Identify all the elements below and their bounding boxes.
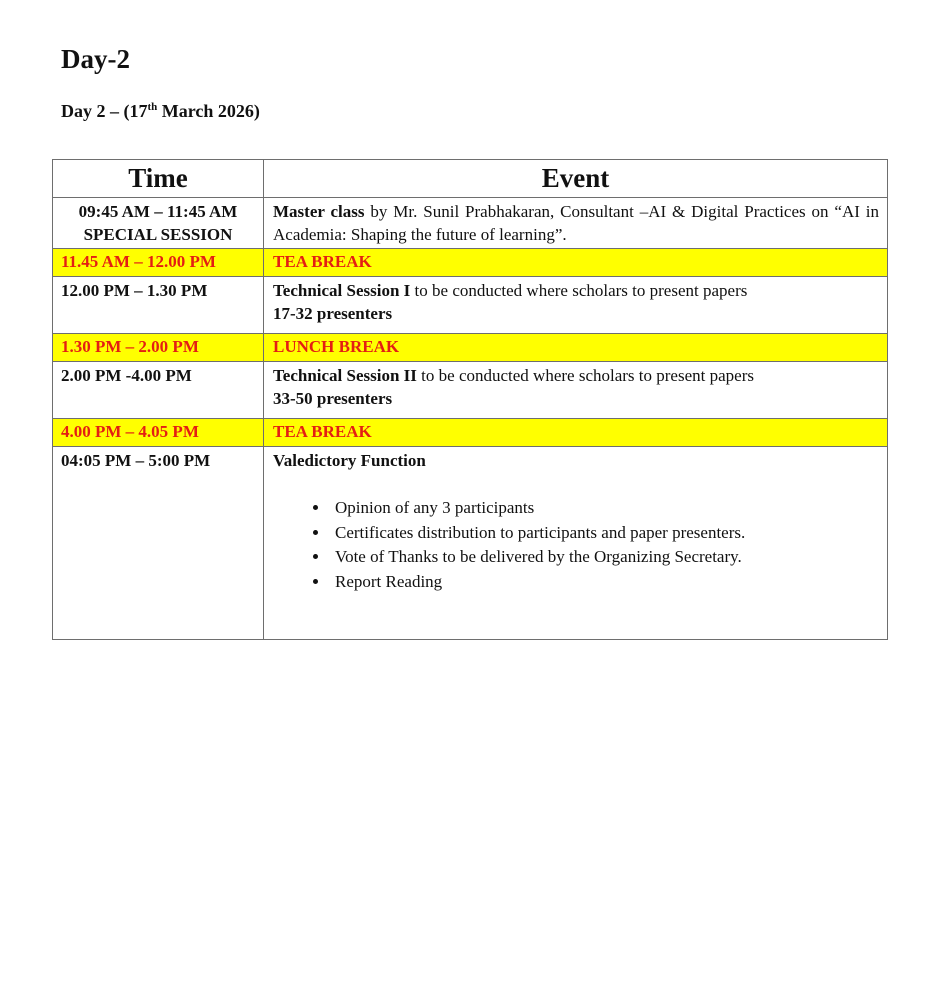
list-item: • Opinion of any 3 participants	[330, 496, 879, 521]
time-cell: 11.45 AM – 12.00 PM	[53, 249, 264, 277]
date-subheading	[61, 101, 260, 122]
event-title: Technical Session I	[273, 281, 411, 300]
list-item: • Report Reading	[330, 570, 879, 595]
event-description: to be conducted where scholars to present papers	[410, 281, 748, 300]
valedictory-list	[273, 496, 879, 594]
presenters-range: 17-32 presenters	[273, 304, 393, 323]
time-cell: 2.00 PM -4.00 PM	[53, 362, 264, 419]
schedule-table	[52, 159, 888, 640]
table-row	[53, 362, 888, 419]
date-suffix: March 2026)	[157, 101, 260, 121]
event-title: Master class	[273, 202, 365, 221]
event-cell	[264, 362, 888, 419]
time-cell	[53, 198, 264, 249]
event-cell: LUNCH BREAK	[264, 334, 888, 362]
event-cell	[264, 277, 888, 334]
event-description: to be conducted where scholars to present papers	[416, 366, 754, 385]
date-prefix: Day 2 – (17	[61, 101, 148, 121]
time-range: 09:45 AM – 11:45 AM	[78, 202, 238, 221]
event-column-header: Event	[264, 160, 888, 198]
list-item: • Certificates distribution to participants and paper presenters.	[330, 521, 879, 546]
event-cell: TEA BREAK	[264, 419, 888, 447]
event-line	[273, 279, 879, 302]
event-cell: TEA BREAK	[264, 249, 888, 277]
list-item: • Vote of Thanks to be delivered by the Organizing Secretary.	[330, 545, 879, 570]
event-cell	[264, 198, 888, 249]
event-cell	[264, 447, 888, 640]
table-row	[53, 198, 888, 249]
page-title: Day-2	[61, 44, 130, 74]
time-column-header: Time	[53, 160, 264, 198]
table-row-break	[53, 249, 888, 277]
table-row	[53, 277, 888, 334]
time-cell: 4.00 PM – 4.05 PM	[53, 419, 264, 447]
session-type: SPECIAL SESSION	[83, 225, 233, 244]
table-row-break	[53, 334, 888, 362]
event-title: Technical Session II	[273, 366, 417, 385]
time-cell: 12.00 PM – 1.30 PM	[53, 277, 264, 334]
time-cell: 04:05 PM – 5:00 PM	[53, 447, 264, 640]
table-row-break	[53, 419, 888, 447]
table-row	[53, 447, 888, 640]
date-ordinal-suffix: th	[147, 101, 158, 113]
presenters-range: 33-50 presenters	[273, 389, 393, 408]
table-header-row	[53, 160, 888, 198]
time-cell: 1.30 PM – 2.00 PM	[53, 334, 264, 362]
event-line	[273, 364, 879, 387]
event-description: by Mr. Sunil Prabhakaran, Consultant –AI & Digital Practices on “AI in Academia: Shaping the future of learning”.	[273, 202, 879, 244]
event-title: Valedictory Function	[273, 451, 426, 470]
